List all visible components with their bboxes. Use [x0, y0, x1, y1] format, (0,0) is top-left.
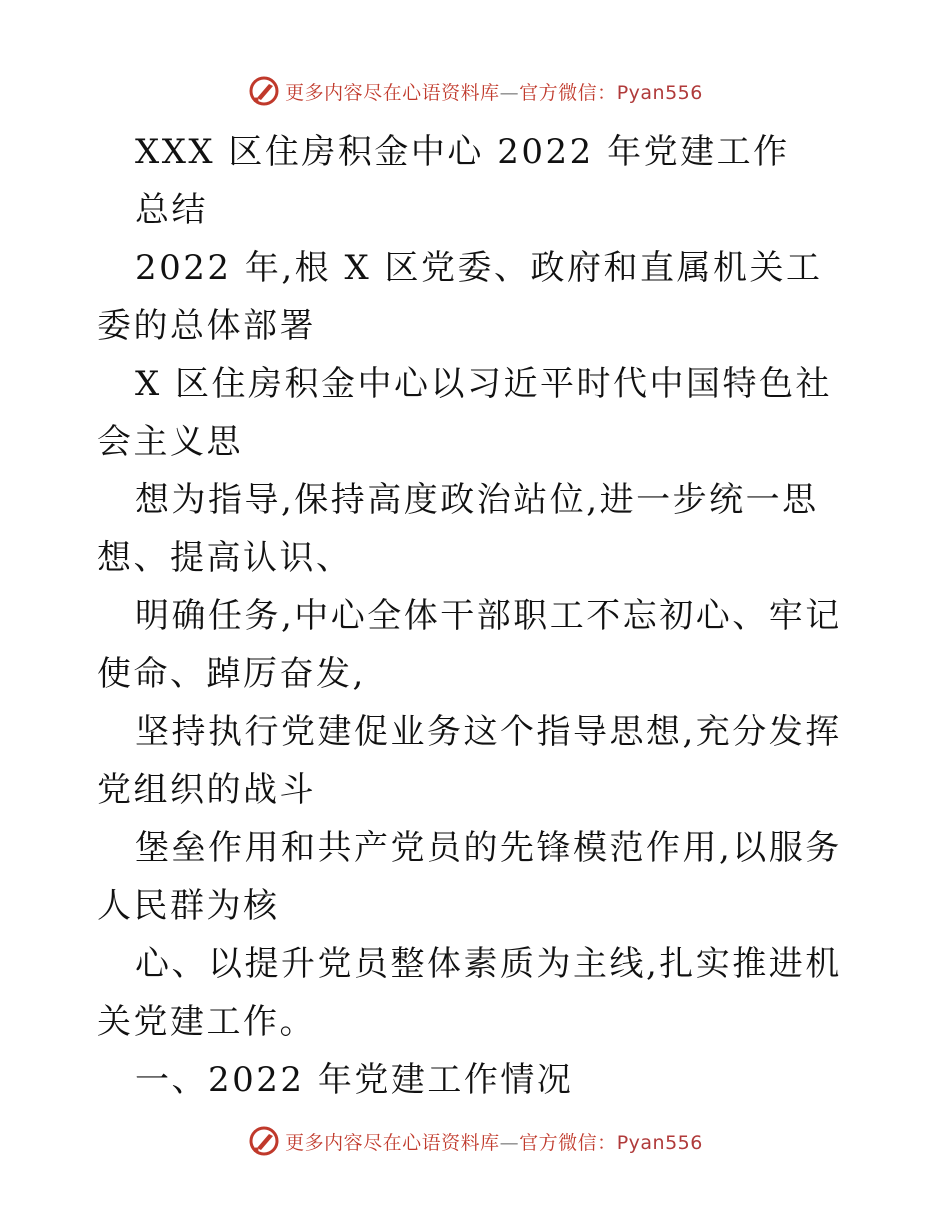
watermark-wechat: Pyan556 [616, 1131, 703, 1154]
paragraph-2: X 区住房积金中心以习近平时代中国特色社会主义思 [97, 364, 833, 462]
section-heading-1: 一、2022 年党建工作情况 [135, 1060, 574, 1100]
watermark-text [285, 78, 703, 105]
paragraph-3: 想为指导,保持高度政治站位,进一步统一思想、提高认识、 [97, 480, 819, 578]
watermark-dash: — [499, 81, 520, 104]
document-body [97, 123, 857, 1109]
document-title-line-1: XXX 区住房积金中心 2022 年党建工作 [135, 132, 790, 172]
paragraph-5: 坚持执行党建促业务这个指导思想,充分发挥党组织的战斗 [97, 712, 842, 810]
watermark-label: 官方微信： [519, 81, 617, 104]
paragraph-1: 2022 年,根 X 区党委、政府和直属机关工委的总体部署 [97, 248, 823, 346]
watermark-dash: — [499, 1131, 520, 1154]
paragraph-7: 心、以提升党员整体素质为主线,扎实推进机关党建工作。 [97, 944, 842, 1042]
footer-watermark [0, 1121, 950, 1161]
paragraph-6: 堡垒作用和共产党员的先锋模范作用,以服务人民群为核 [97, 828, 842, 926]
ink-pen-logo-icon [247, 74, 281, 108]
header-watermark [0, 71, 950, 111]
watermark-wechat: Pyan556 [616, 81, 703, 104]
document-title-line-2: 总结 [135, 190, 208, 230]
watermark-label: 官方微信： [519, 1131, 617, 1154]
watermark-text [285, 1128, 703, 1155]
watermark-brand: 更多内容尽在心语资料库 [285, 81, 500, 104]
paragraph-4: 明确任务,中心全体干部职工不忘初心、牢记使命、踔厉奋发, [97, 596, 842, 694]
watermark-brand: 更多内容尽在心语资料库 [285, 1131, 500, 1154]
ink-pen-logo-icon [247, 1124, 281, 1158]
